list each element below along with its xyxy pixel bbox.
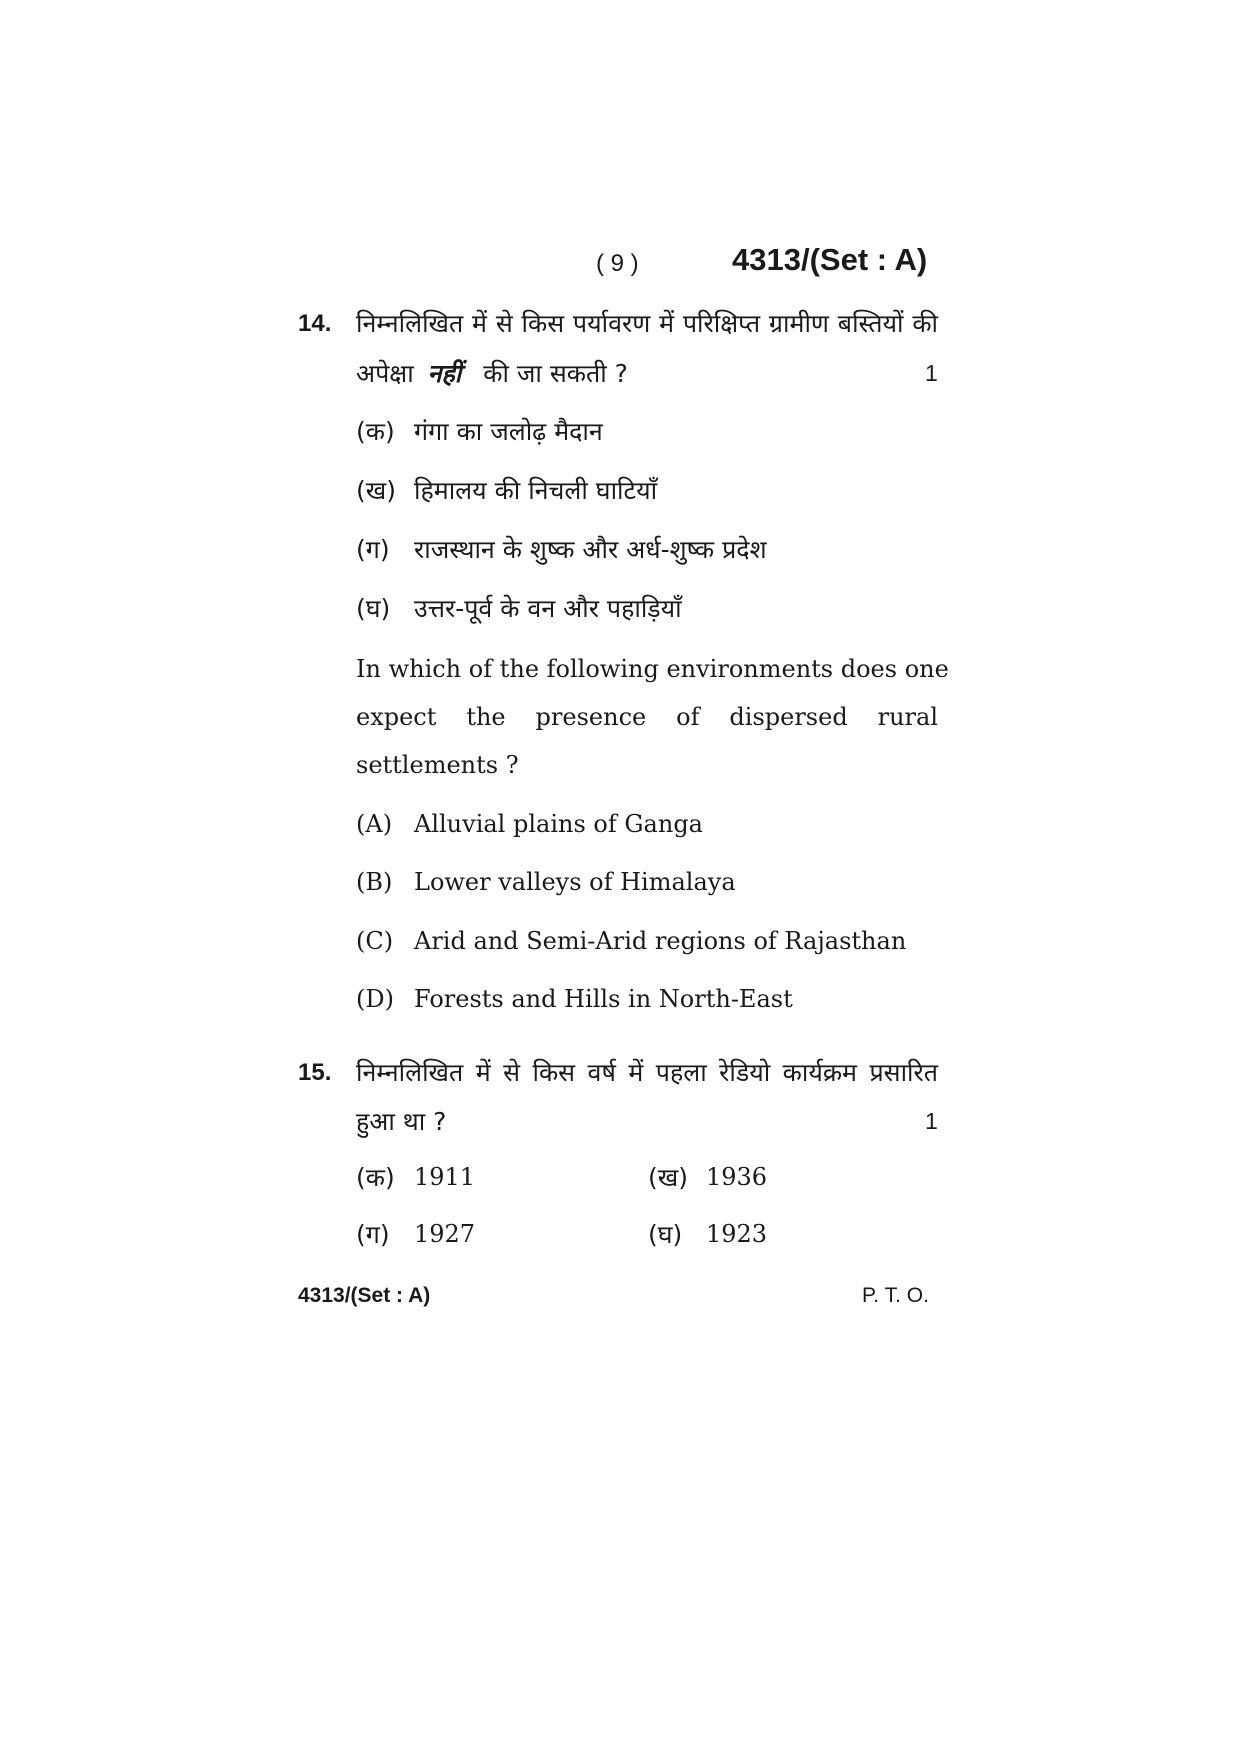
question-14-hindi-line2 <box>356 356 628 390</box>
q15-option-kha-label: (ख) <box>648 1163 688 1192</box>
question-15-hindi-line2: हुआ था ? <box>356 1107 447 1136</box>
q15-option-ka-label: (क) <box>356 1163 395 1192</box>
question-15-number: 15. <box>298 1059 332 1086</box>
question-14-english-line3: settlements ? <box>356 751 519 779</box>
question-14-english-line2: expect the presence of dispersed rural <box>356 703 938 731</box>
question-15-marks: 1 <box>925 1108 938 1134</box>
q14-emphasis-nahin: नहीं <box>427 359 462 388</box>
q15-option-gha-label: (घ) <box>648 1220 683 1249</box>
q14-hindi-option-kha-label: (ख) <box>356 476 396 505</box>
q14-english-option-c-label: (C) <box>356 927 394 955</box>
q14-hindi-option-ka-label: (क) <box>356 417 395 446</box>
q15-option-gha-text: 1923 <box>706 1220 768 1248</box>
q14-hindi-option-ga-text: राजस्थान के शुष्क और अर्ध-शुष्क प्रदेश <box>414 535 767 564</box>
q15-option-ka-text: 1911 <box>414 1163 476 1191</box>
q15-option-ga-text: 1927 <box>414 1220 476 1248</box>
q14-english-option-d-text: Forests and Hills in North-East <box>414 985 793 1013</box>
q14-hindi-option-gha-text: उत्तर-पूर्व के वन और पहाड़ियाँ <box>414 594 682 623</box>
question-14-marks: 1 <box>925 360 938 386</box>
question-15-hindi-line1: निम्नलिखित में से किस वर्ष में पहला रेडियो कार्यक्रम प्रसारित <box>356 1058 938 1087</box>
question-14-hindi-line1: निम्नलिखित में से किस पर्यावरण में परिक्षिप्त ग्रामीण बस्तियों की <box>356 309 938 338</box>
q14-english-option-b-label: (B) <box>356 868 393 896</box>
q14-english-option-a-text: Alluvial plains of Ganga <box>414 810 703 838</box>
q15-option-ga-label: (ग) <box>356 1220 390 1249</box>
q14-english-option-a-label: (A) <box>356 810 393 838</box>
set-code-footer: 4313/(Set : A) <box>298 1284 431 1307</box>
q14-hindi-option-ga-label: (ग) <box>356 535 390 564</box>
q14-english-option-c-text: Arid and Semi-Arid regions of Rajasthan <box>414 927 907 955</box>
question-14-english-line1: In which of the following environments does one <box>356 655 949 683</box>
set-code-header: 4313/(Set : A) <box>732 242 928 277</box>
q14-line2-pre: अपेक्षा <box>356 359 414 388</box>
q14-hindi-option-ka-text: गंगा का जलोढ़ मैदान <box>414 417 603 446</box>
q14-hindi-option-kha-text: हिमालय की निचली घाटियाँ <box>414 476 658 505</box>
q14-hindi-option-gha-label: (घ) <box>356 594 391 623</box>
pto-label: P. T. O. <box>862 1284 929 1307</box>
q14-english-option-d-label: (D) <box>356 985 394 1013</box>
q14-english-option-b-text: Lower valleys of Himalaya <box>414 868 736 896</box>
q15-option-kha-text: 1936 <box>706 1163 768 1191</box>
q14-line2-post: की जा सकती ? <box>483 359 628 388</box>
question-14-number: 14. <box>298 310 332 337</box>
page-number: ( 9 ) <box>596 250 639 277</box>
